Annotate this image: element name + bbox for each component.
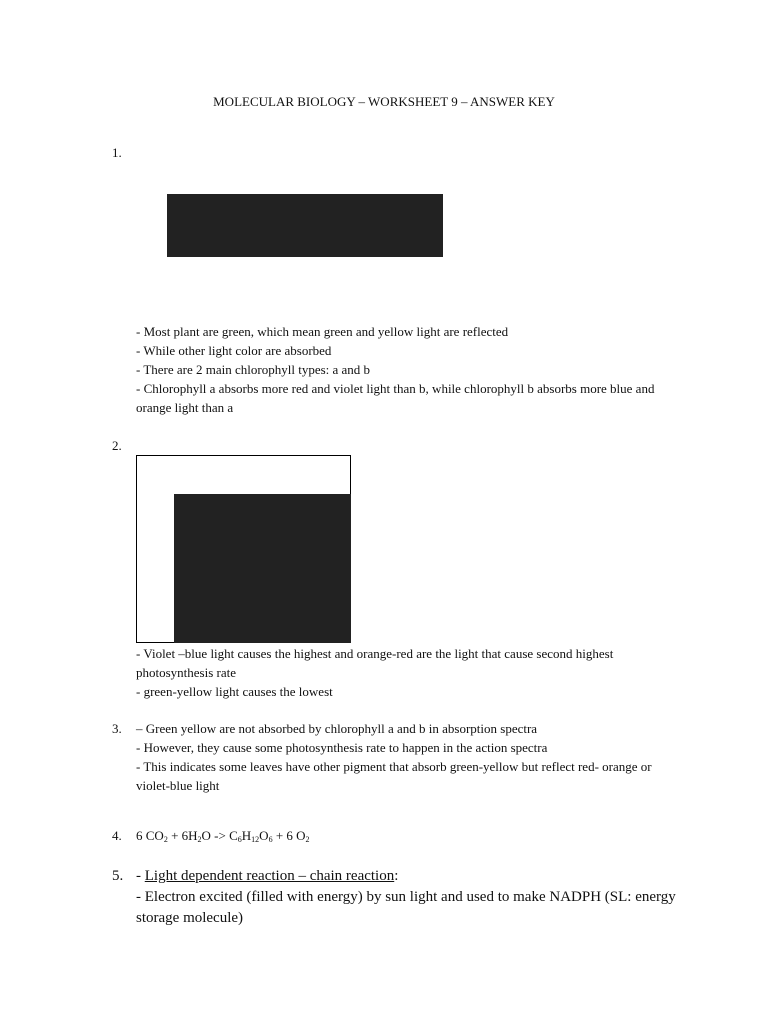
- answer-line: - Violet –blue light causes the highest and orange-red are the light that cause second highest photosynthesis rate: [136, 646, 614, 680]
- question-2-number: 2.: [112, 438, 122, 453]
- question-3-number: 3.: [112, 721, 122, 736]
- question-2-figure: [174, 494, 351, 643]
- answer-line: - Chlorophyll a absorbs more red and violet light than b, while chlorophyll b absorbs more blue and orange light than a: [136, 381, 655, 415]
- question-3-answer: [136, 719, 676, 795]
- answer-line: - Electron excited (filled with energy) by sun light and used to make NADPH (SL: energy storage molecule): [136, 889, 676, 926]
- question-1-figure: [167, 194, 443, 257]
- light-dependent-heading: Light dependent reaction – chain reaction: [144, 868, 395, 884]
- answer-line: - Most plant are green, which mean green and yellow light are reflected: [136, 324, 509, 339]
- question-1-number: 1.: [112, 145, 122, 160]
- answer-line: - This indicates some leaves have other pigment that absorb green-yellow but reflect red- orange or violet-blue light: [136, 759, 652, 793]
- answer-line: – Green yellow are not absorbed by chlorophyll a and b in absorption spectra: [136, 721, 538, 736]
- answer-line: - While other light color are absorbed: [136, 343, 332, 358]
- answer-line: - green-yellow light causes the lowest: [136, 684, 333, 699]
- answer-line: - However, they cause some photosynthesis rate to happen in the action spectra: [136, 740, 548, 755]
- answer-heading-line: - Light dependent reaction – chain reaction:: [136, 868, 399, 884]
- question-5-answer: [136, 866, 676, 929]
- question-4-number: 4.: [112, 828, 122, 843]
- photosynthesis-equation: 6 $CO_2 + 6H_2O -> C_6H_{12}O_6 + 6$ $O_2$: [136, 828, 310, 844]
- question-2-answer: [136, 644, 676, 701]
- answer-line: - There are 2 main chlorophyll types: a and b: [136, 362, 371, 377]
- question-1-answer: [136, 322, 676, 417]
- question-5-number: 5.: [112, 868, 124, 884]
- page-title: MOLECULAR BIOLOGY – WORKSHEET 9 – ANSWER KEY: [213, 94, 555, 109]
